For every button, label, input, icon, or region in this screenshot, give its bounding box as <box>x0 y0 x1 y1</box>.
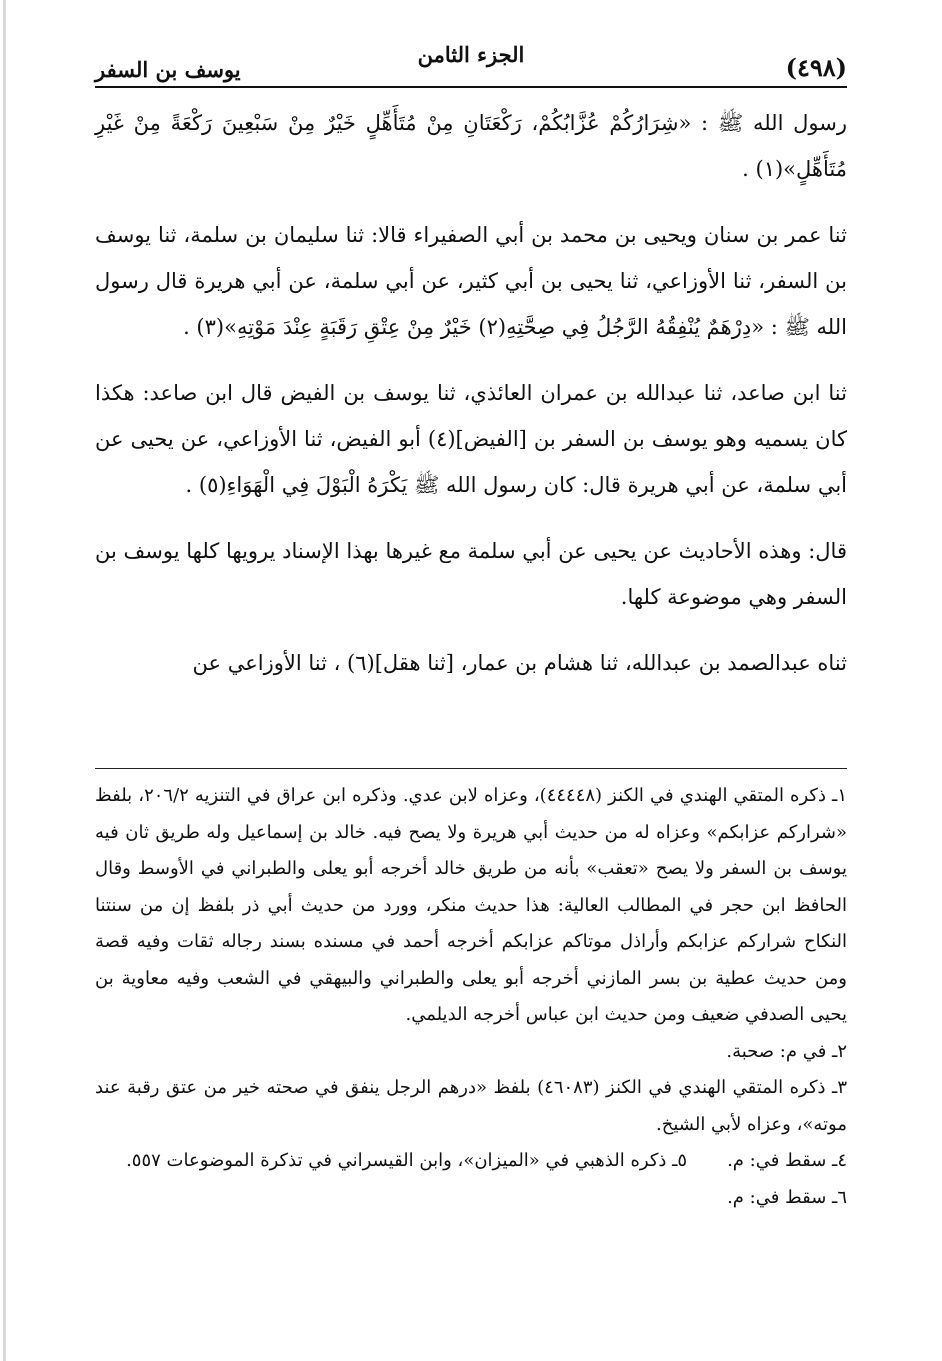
main-text <box>95 100 847 706</box>
footnote-6: ٦ـ سقط في: م. <box>727 1186 847 1208</box>
footnote-2: ٢ـ في م: صحبة. <box>726 1040 847 1062</box>
footnote-row <box>95 1143 847 1180</box>
paragraph: رسول الله ﷺ : «شِرَارُكُمْ عُزَّابُكُمْ، رَكْعَتَانِ مِنْ مُتَأَهِّلٍ خَيْرٌ مِنْ سَبْعِينَ رَكْعَةً مِنْ غَيْرِ مُتَأَهِّلٍ»(١) . <box>95 111 847 181</box>
footnote-5: ٥ـ ذكره الذهبي في «الميزان»، وابن القيسراني في تذكرة الموضوعات ٥٥٧. <box>126 1150 688 1171</box>
footnote-3: ٣ـ ذكره المتقي الهندي في الكنز (٤٦٠٨٣) بلفظ «درهم الرجل ينفق في صحته خير من عتق رقبة عند موته»، وعزاه لأبي الشيخ. <box>95 1077 847 1135</box>
footnote-4: ٤ـ سقط في: م. <box>727 1150 847 1171</box>
footnotes <box>95 778 847 1216</box>
paragraph: ثنا ابن صاعد، ثنا عبدالله بن عمران العائذي، ثنا يوسف بن الفيض قال ابن صاعد: هكذا كان يسميه وهو يوسف بن السفر بن [الفيض](٤) أبو الفيض، ثنا الأوزاعي، عن يحيى عن أبي سلمة، عن أبي هريرة قال: كان رسول الله ﷺ يَكْرَهُ الْبَوْلَ فِي الْهَوَاءِ(٥) . <box>95 381 847 497</box>
running-header <box>95 38 847 82</box>
paragraph: ثناه عبدالصمد بن عبدالله، ثنا هشام بن عمار، [ثنا هقل](٦) ، ثنا الأوزاعي عن <box>192 651 847 675</box>
paragraph: ثنا عمر بن سنان ويحيى بن محمد بن أبي الصفيراء قالا: ثنا سليمان بن سلمة، ثنا يوسف بن السفر، ثنا الأوزاعي، ثنا يحيى بن أبي كثير، عن أبي سلمة، عن أبي هريرة قال رسول الله ﷺ : «دِرْهَمٌ يُنْفِقُهُ الرَّجُلُ فِي صِحَّتِهِ(٢) خَيْرٌ مِنْ عِتْقِ رَقَبَةٍ عِنْدَ مَوْتِهِ»(٣) . <box>95 223 847 339</box>
entry-name: يوسف بن السفر <box>95 57 241 82</box>
page-number: (٤٩٨) <box>785 53 847 82</box>
header-rule <box>95 86 847 88</box>
scan-edge-shadow <box>3 0 6 1361</box>
volume-title: الجزء الثامن <box>417 42 525 67</box>
footnote-rule <box>95 768 847 769</box>
paragraph: قال: وهذه الأحاديث عن يحيى عن أبي سلمة مع غيرها بهذا الإسناد يرويها كلها يوسف بن السفر وهي موضوعة كلها. <box>95 539 847 609</box>
footnote-1: ١ـ ذكره المتقي الهندي في الكنز (٤٤٤٤٨)، وعزاه لابن عدي. وذكره ابن عراق في التنزيه ٢٠٦/٢، بلفظ «شراركم عزابكم» وعزاه له من حديث أبي هريرة ولا يصح فيه. خالد بن إسماعيل وله طريق ثان فيه يوسف بن السفر ولا يصح «تعقب» بأنه من طريق خالد أخرجه أبو يعلى والطبراني في الأوسط وقال الحافظ ابن حجر في المطالب العالية: هذا حديث منكر، وورد من حديث أبي ذر بلفظ إن من سنتنا النكاح شراركم عزابكم وأراذل موتاكم عزابكم أخرجه أحمد في مسنده بسند رجاله ثقات وفيه قصة ومن حديث عطية بن بسر المازني أخرجه أبو يعلى والطبراني والبيهقي في الشعب وفيه معاوية بن يحيى الصدفي ضعيف ومن حديث ابن عباس أخرجه الديلمي. <box>95 785 848 1025</box>
